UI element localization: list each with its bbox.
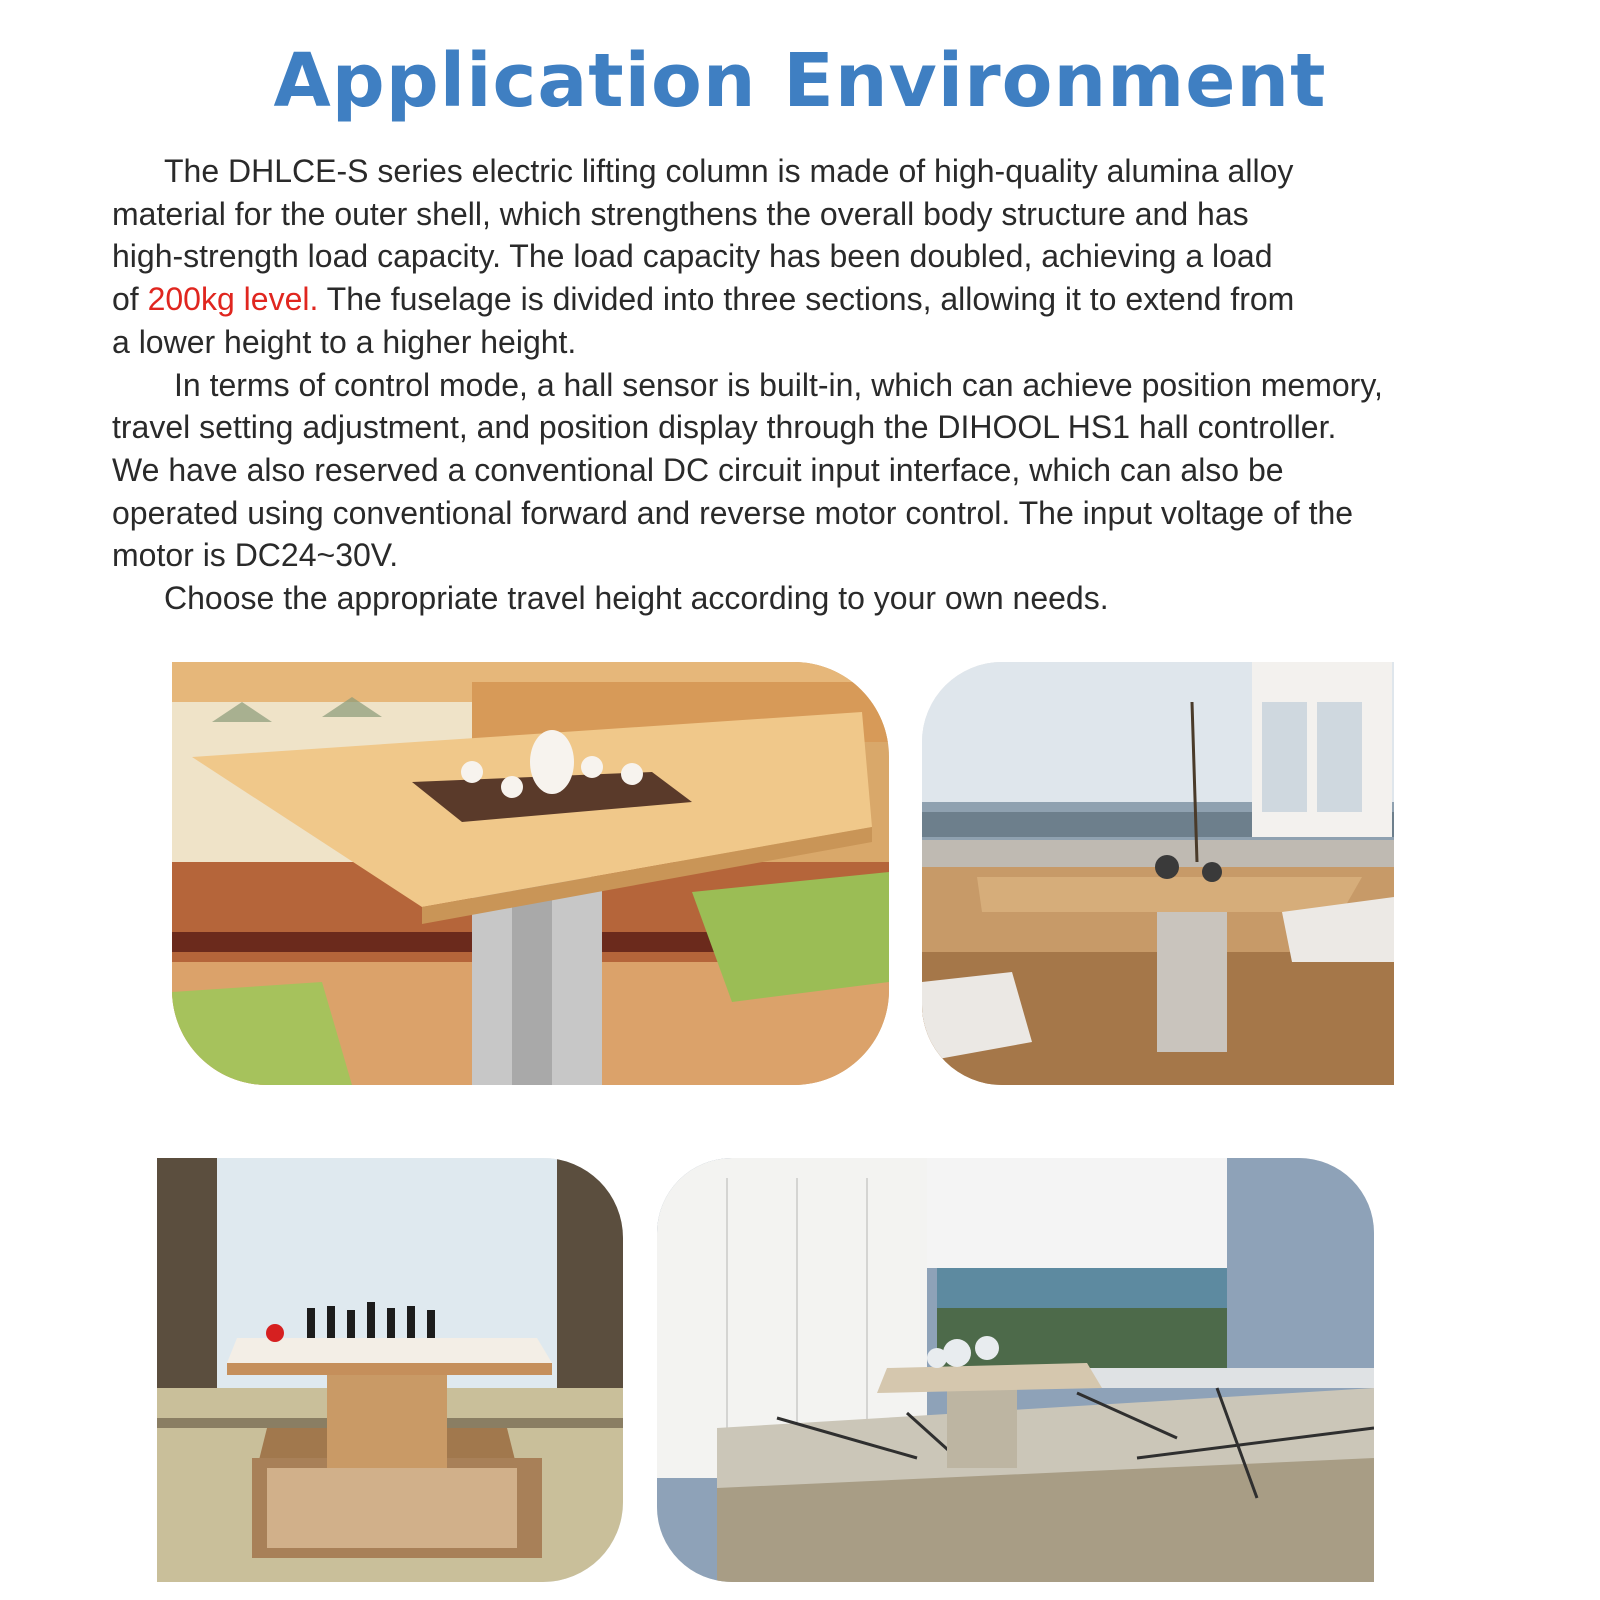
paragraph-2-line-3: We have also reserved a conventional DC circuit input interface, which can also be bbox=[112, 451, 1284, 488]
paragraph-1-line-4 bbox=[112, 278, 1572, 321]
page-title: Application Environment bbox=[273, 38, 1327, 124]
photo-chess-table-room bbox=[157, 1158, 623, 1582]
description-text bbox=[112, 150, 1572, 620]
photo-tatami-table-warm bbox=[172, 662, 889, 1085]
paragraph-2-line-1: In terms of control mode, a hall sensor is built-in, which can achieve position memory, bbox=[174, 366, 1383, 403]
photo-seaview-room bbox=[922, 662, 1394, 1085]
paragraph-1-line-1: The DHLCE-S series electric lifting column is made of high-quality alumina alloy bbox=[164, 153, 1294, 189]
paragraph-1-line-2: material for the outer shell, which strengthens the overall body structure and has bbox=[112, 195, 1249, 232]
load-capacity-highlight: 200kg level. bbox=[147, 281, 319, 318]
load-suffix: The fuselage is divided into three sections, allowing it to extend from bbox=[318, 281, 1295, 318]
paragraph-1-line-5: a lower height to a higher height. bbox=[112, 323, 577, 360]
photo-blue-room-shutters bbox=[657, 1158, 1374, 1582]
paragraph-2-line-5: motor is DC24~30V. bbox=[112, 537, 399, 574]
paragraph-2-line-4: operated using conventional forward and reverse motor control. The input voltage of the bbox=[112, 494, 1354, 531]
paragraph-2-line-2: travel setting adjustment, and position display through the DIHOOL HS1 hall controller. bbox=[112, 409, 1337, 446]
load-prefix: of bbox=[112, 281, 148, 318]
paragraph-1-line-3: high-strength load capacity. The load capacity has been doubled, achieving a load bbox=[112, 238, 1273, 275]
paragraph-3-line-1: Choose the appropriate travel height according to your own needs. bbox=[164, 580, 1109, 617]
